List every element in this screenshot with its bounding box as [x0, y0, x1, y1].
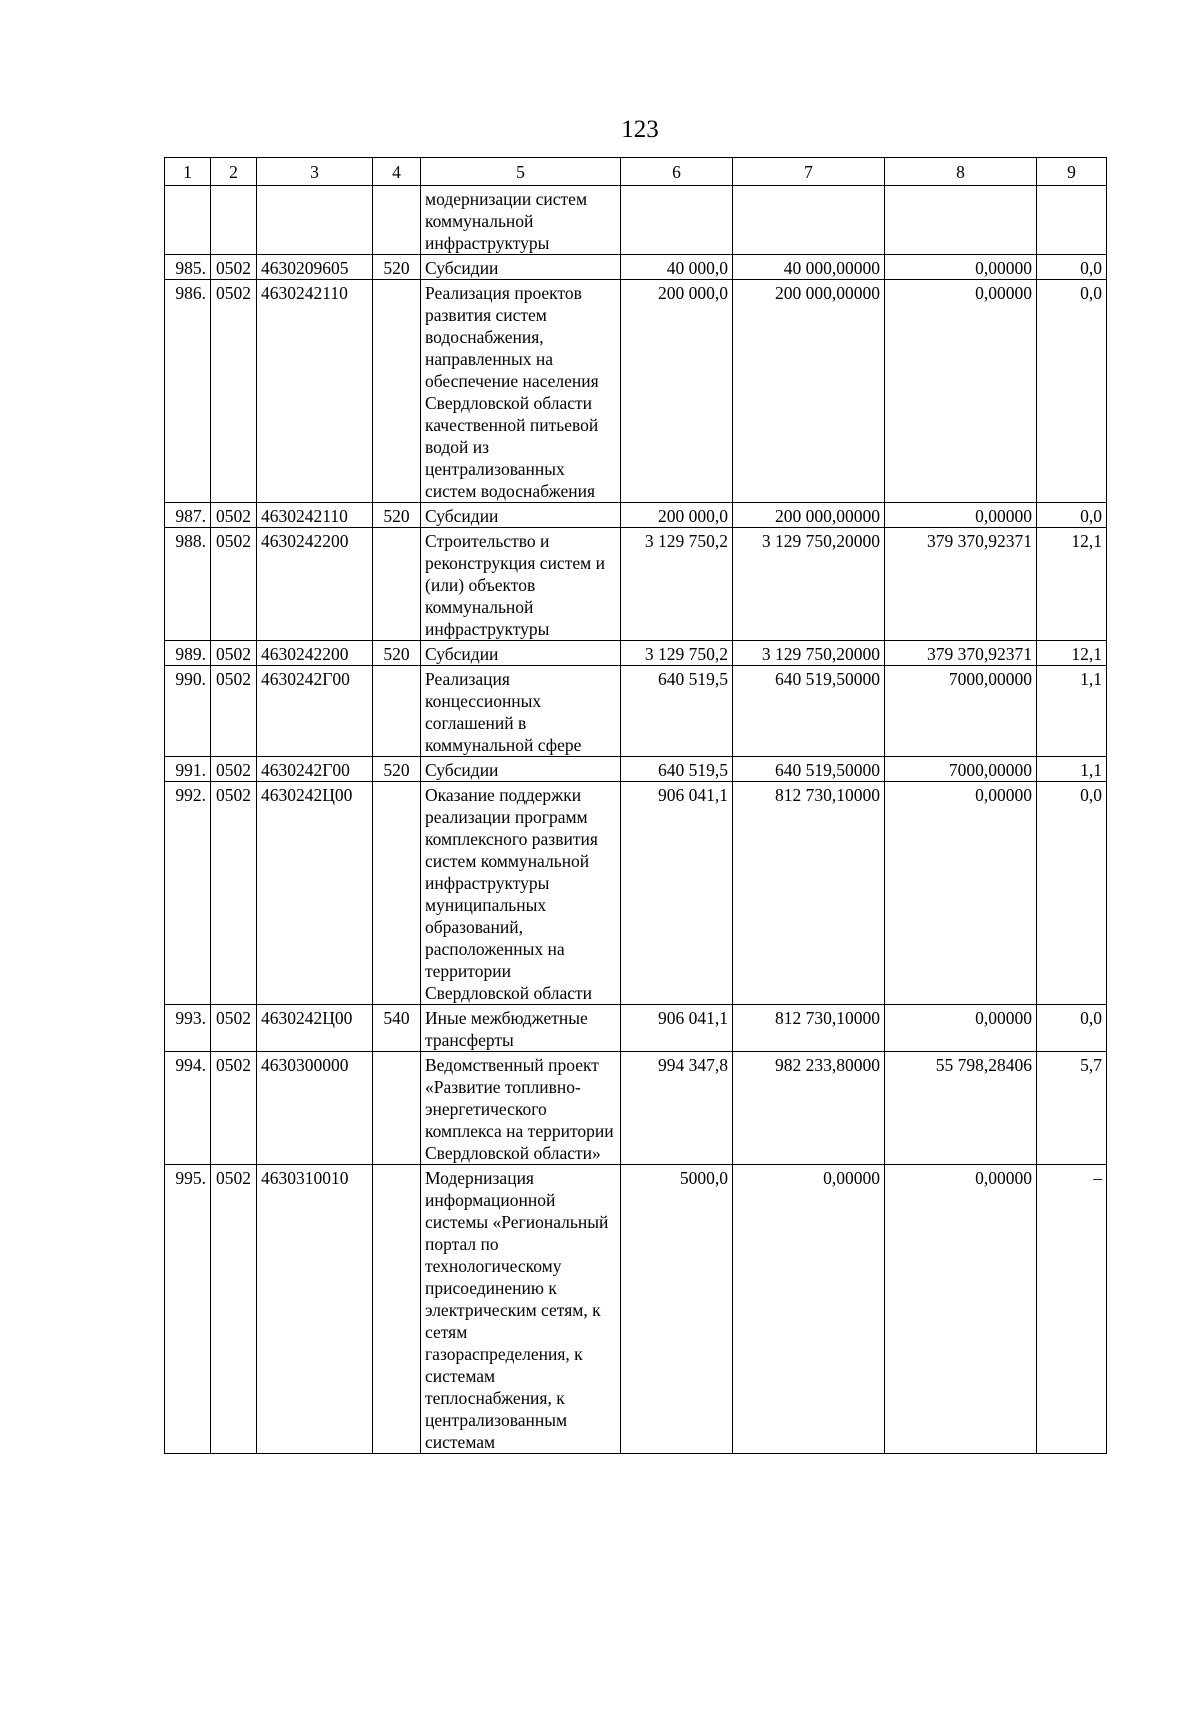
cell-percent: 1,1 [1037, 666, 1107, 757]
cell-refined: 812 730,10000 [733, 1005, 885, 1052]
cell-section: 0502 [211, 1005, 257, 1052]
cell-code: 4630242Ц00 [257, 782, 373, 1005]
cell-refined: 40 000,00000 [733, 255, 885, 280]
cell-percent: – [1037, 1165, 1107, 1454]
cell-kind: 520 [373, 757, 421, 782]
cell-approved: 994 347,8 [621, 1052, 733, 1165]
cell-executed: 0,00000 [885, 782, 1037, 1005]
cell-kind [373, 1052, 421, 1165]
cell-description: Реализация проектов развития систем водоснабжения, направленных на обеспечение населения Свердловской области качественной питьевой водой из централизованных систем водоснабжения [421, 280, 621, 503]
cell-code: 4630242Г00 [257, 757, 373, 782]
cell-description: Реализация концессионных соглашений в коммунальной сфере [421, 666, 621, 757]
table-row [165, 757, 1107, 782]
cell-section: 0502 [211, 280, 257, 503]
table-row [165, 782, 1107, 1005]
cell-percent: 12,1 [1037, 528, 1107, 641]
cell-kind: 540 [373, 1005, 421, 1052]
cell-executed: 55 798,28406 [885, 1052, 1037, 1165]
cell-approved: 640 519,5 [621, 757, 733, 782]
cell-empty [257, 186, 373, 255]
column-header: 3 [257, 158, 373, 186]
cell-refined: 3 129 750,20000 [733, 641, 885, 666]
cell-row-number: 993. [165, 1005, 211, 1052]
cell-row-number: 988. [165, 528, 211, 641]
cell-kind [373, 666, 421, 757]
cell-executed: 7000,00000 [885, 757, 1037, 782]
cell-percent: 12,1 [1037, 641, 1107, 666]
cell-kind: 520 [373, 255, 421, 280]
cell-description: Субсидии [421, 255, 621, 280]
cell-row-number: 992. [165, 782, 211, 1005]
cell-code: 4630300000 [257, 1052, 373, 1165]
cell-section: 0502 [211, 666, 257, 757]
cell-description: Иные межбюджетные трансферты [421, 1005, 621, 1052]
cell-executed: 0,00000 [885, 1165, 1037, 1454]
cell-row-number: 986. [165, 280, 211, 503]
table-row [165, 1052, 1107, 1165]
cell-approved: 3 129 750,2 [621, 641, 733, 666]
cell-approved: 3 129 750,2 [621, 528, 733, 641]
table-row [165, 1165, 1107, 1454]
table-row [165, 503, 1107, 528]
cell-kind [373, 280, 421, 503]
table-row [165, 528, 1107, 641]
cell-section: 0502 [211, 1165, 257, 1454]
cell-description: Оказание поддержки реализации программ комплексного развития систем коммунальной инфраструктуры муниципальных образований, расположенных на территории Свердловской области [421, 782, 621, 1005]
column-header: 2 [211, 158, 257, 186]
cell-percent: 5,7 [1037, 1052, 1107, 1165]
cell-executed: 379 370,92371 [885, 641, 1037, 666]
column-header: 7 [733, 158, 885, 186]
column-header: 1 [165, 158, 211, 186]
cell-percent: 0,0 [1037, 1005, 1107, 1052]
cell-empty [733, 186, 885, 255]
cell-refined: 0,00000 [733, 1165, 885, 1454]
cell-approved: 40 000,0 [621, 255, 733, 280]
column-header: 6 [621, 158, 733, 186]
budget-table [164, 157, 1107, 1454]
cell-refined: 640 519,50000 [733, 666, 885, 757]
cell-executed: 379 370,92371 [885, 528, 1037, 641]
cell-refined: 200 000,00000 [733, 503, 885, 528]
column-header: 9 [1037, 158, 1107, 186]
cell-executed: 0,00000 [885, 255, 1037, 280]
table-row [165, 641, 1107, 666]
cell-percent: 1,1 [1037, 757, 1107, 782]
page-number: 123 [621, 116, 659, 143]
cell-description: Субсидии [421, 757, 621, 782]
cell-section: 0502 [211, 641, 257, 666]
cell-code: 4630242200 [257, 641, 373, 666]
cell-refined: 3 129 750,20000 [733, 528, 885, 641]
cell-row-number: 989. [165, 641, 211, 666]
cell-kind: 520 [373, 641, 421, 666]
cell-refined: 200 000,00000 [733, 280, 885, 503]
table-row [165, 255, 1107, 280]
cell-refined: 640 519,50000 [733, 757, 885, 782]
cell-section: 0502 [211, 757, 257, 782]
cell-code: 4630242110 [257, 280, 373, 503]
cell-approved: 200 000,0 [621, 280, 733, 503]
cell-code: 4630310010 [257, 1165, 373, 1454]
cell-section: 0502 [211, 528, 257, 641]
cell-approved: 906 041,1 [621, 782, 733, 1005]
cell-executed: 0,00000 [885, 503, 1037, 528]
table-body [165, 186, 1107, 1454]
cell-empty [1037, 186, 1107, 255]
cell-section: 0502 [211, 1052, 257, 1165]
cell-description: Строительство и реконструкция систем и (или) объектов коммунальной инфраструктуры [421, 528, 621, 641]
cell-code: 4630242Ц00 [257, 1005, 373, 1052]
cell-executed: 7000,00000 [885, 666, 1037, 757]
cell-empty [885, 186, 1037, 255]
cell-description: Субсидии [421, 503, 621, 528]
cell-description: Ведомственный проект «Развитие топливно-энергетического комплекса на территории Свердловской области» [421, 1052, 621, 1165]
cell-section: 0502 [211, 255, 257, 280]
continued-row [165, 186, 1107, 255]
table-row [165, 280, 1107, 503]
cell-kind [373, 782, 421, 1005]
cell-executed: 0,00000 [885, 1005, 1037, 1052]
cell-row-number: 985. [165, 255, 211, 280]
cell-kind [373, 1165, 421, 1454]
cell-refined: 812 730,10000 [733, 782, 885, 1005]
cell-row-number: 987. [165, 503, 211, 528]
cell-code: 4630209605 [257, 255, 373, 280]
cell-code: 4630242110 [257, 503, 373, 528]
cell-approved: 200 000,0 [621, 503, 733, 528]
cell-section: 0502 [211, 782, 257, 1005]
cell-percent: 0,0 [1037, 280, 1107, 503]
cell-empty [211, 186, 257, 255]
cell-percent: 0,0 [1037, 782, 1107, 1005]
cell-code: 4630242200 [257, 528, 373, 641]
column-header: 8 [885, 158, 1037, 186]
cell-description: модернизации систем коммунальной инфраструктуры [421, 186, 621, 255]
cell-approved: 906 041,1 [621, 1005, 733, 1052]
cell-approved: 5000,0 [621, 1165, 733, 1454]
cell-empty [373, 186, 421, 255]
cell-description: Модернизация информационной системы «Региональный портал по технологическому присоединению к электрическим сетям, к сетям газораспределения, к системам теплоснабжения, к централизованным системам [421, 1165, 621, 1454]
cell-refined: 982 233,80000 [733, 1052, 885, 1165]
cell-row-number: 995. [165, 1165, 211, 1454]
table-row [165, 1005, 1107, 1052]
cell-row-number: 990. [165, 666, 211, 757]
cell-row-number: 994. [165, 1052, 211, 1165]
cell-percent: 0,0 [1037, 503, 1107, 528]
cell-empty [165, 186, 211, 255]
header-row [165, 158, 1107, 186]
cell-section: 0502 [211, 503, 257, 528]
cell-executed: 0,00000 [885, 280, 1037, 503]
column-header: 5 [421, 158, 621, 186]
cell-kind: 520 [373, 503, 421, 528]
cell-kind [373, 528, 421, 641]
cell-percent: 0,0 [1037, 255, 1107, 280]
cell-code: 4630242Г00 [257, 666, 373, 757]
cell-empty [621, 186, 733, 255]
cell-row-number: 991. [165, 757, 211, 782]
table-row [165, 666, 1107, 757]
column-header: 4 [373, 158, 421, 186]
cell-description: Субсидии [421, 641, 621, 666]
cell-approved: 640 519,5 [621, 666, 733, 757]
